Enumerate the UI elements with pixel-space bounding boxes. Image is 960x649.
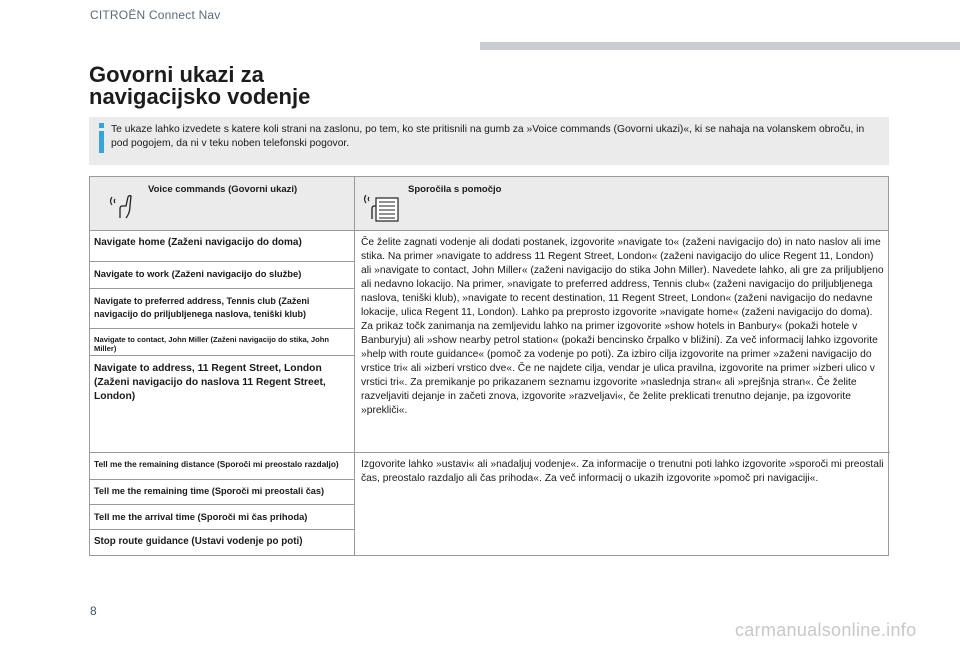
watermark: carmanualsonline.info [735,620,917,640]
col2-header: Sporočila s pomočjo [408,184,502,195]
command-text: Navigate home (Zaženi navigacijo do doma) [94,237,302,248]
command-text: Navigate to address, 11 Regent Street, London (Zaženi navigacijo do naslova 11 Regent Street, London) [94,363,326,402]
table-header [90,177,888,231]
brand-header: CITROËN Connect Nav [90,8,221,22]
header-bar [480,42,960,50]
help-text-group-2: Izgovorite lahko »ustavi« ali »nadaljuj vodenje«. Za informacije o trenutni poti lahko izgovorite »sporoči mi preostali čas, preostalo razdaljo ali čas prihoda«. Za več informacij o ukazih izgovorite »pomoč pri navigaciji«. [361,459,884,484]
page-title [89,64,310,108]
help-text-group-1: Če želite zagnati vodenje ali dodati postanek, izgovorite »navigate to« (zaženi navigacijo do) in nato naslov ali ime stika. Na primer »navigate to address 11 Regent Street, London« (zaženi navigacijo do ulice Regent 11, London) ali »navigate to contact, John Miller« (zaženi navigacijo do stika John Miller). Navedete lahko, ali gre za priljubljeno ali nedavno lokacijo. Na primer, »navigate to preferred address, Tennis club« (zaženi navigacijo do priljubljenega naslova, teniški klub), »navigate to recent destination, 11 Regent Street, London« (zaženi navigacijo do nedavne lokacije, ulica Regent 11, London). Lahko pa preprosto izgovorite »navigate home« (zaženi navigacijo do doma). Za prikaz točk zanimanja na zemljevidu lahko na primer izgovorite »show hotels in Banbury« (pokaži hotele v Banburyju) ali »show nearby petrol station« (pokaži bencinsko črpalko v bližini). Za več informacij lahko izgovorite »help with route guidance« (pomoč za vodenje po poti). Za izbiro cilja izgovorite na primer »zaženi navigacijo do vrstice tri« ali »izberi vrstico dve«. Če ne najdete cilja, vendar je ulica pravilna, izgovorite na primer »izberi ulico v vrstici tri«. Za premikanje po prikazanem seznamu izgovorite »naslednja stran« ali »prejšnja stran«. Če želite razveljaviti dejanje in začeti znova, izgovorite »razveljavi«, če želite preklicati trenutno dejanje, pa izgovorite »prekliči«. [355,231,890,453]
info-box [89,117,889,165]
command-cell [90,289,354,329]
command-text: Tell me the remaining distance (Sporoči mi preostalo razdaljo) [94,459,339,469]
command-cell [90,356,354,453]
command-cell [90,453,354,480]
command-cell [90,262,354,289]
command-cell [90,530,354,555]
page-title-line-1: Govorni ukazi za [89,62,264,87]
command-cell [90,480,354,505]
command-text: Tell me the arrival time (Sporoči mi čas prihoda) [94,511,308,522]
info-icon [95,123,109,153]
help-messages-icon [362,189,402,223]
command-text: Navigate to work (Zaženi navigacijo do službe) [94,268,302,279]
voice-hand-icon [108,191,136,219]
command-text: Navigate to preferred address, Tennis club (Zaženi navigacijo do priljubljenega naslova, teniški klub) [94,296,310,319]
command-cell [90,505,354,530]
command-text: Navigate to contact, John Miller (Zaženi navigacijo do stika, John Miller) [94,335,330,353]
command-cell [90,231,354,262]
command-text: Stop route guidance (Ustavi vodenje po poti) [94,536,303,547]
col1-header: Voice commands (Govorni ukazi) [148,184,298,195]
info-text: Te ukaze lahko izvedete s katere koli strani na zaslonu, po tem, ko ste pritisnili na gumb za »Voice commands (Govorni ukazi)«, ki se nahaja na volanskem obroču, in pod pogojem, da ni v teku noben telefonski pogovor. [111,124,865,149]
page-number: 8 [90,604,97,618]
voice-commands-table [89,176,889,556]
command-cell [90,329,354,356]
page-title-line-2: navigacijsko vodenje [89,84,311,109]
command-text: Tell me the remaining time (Sporoči mi preostali čas) [94,486,325,496]
